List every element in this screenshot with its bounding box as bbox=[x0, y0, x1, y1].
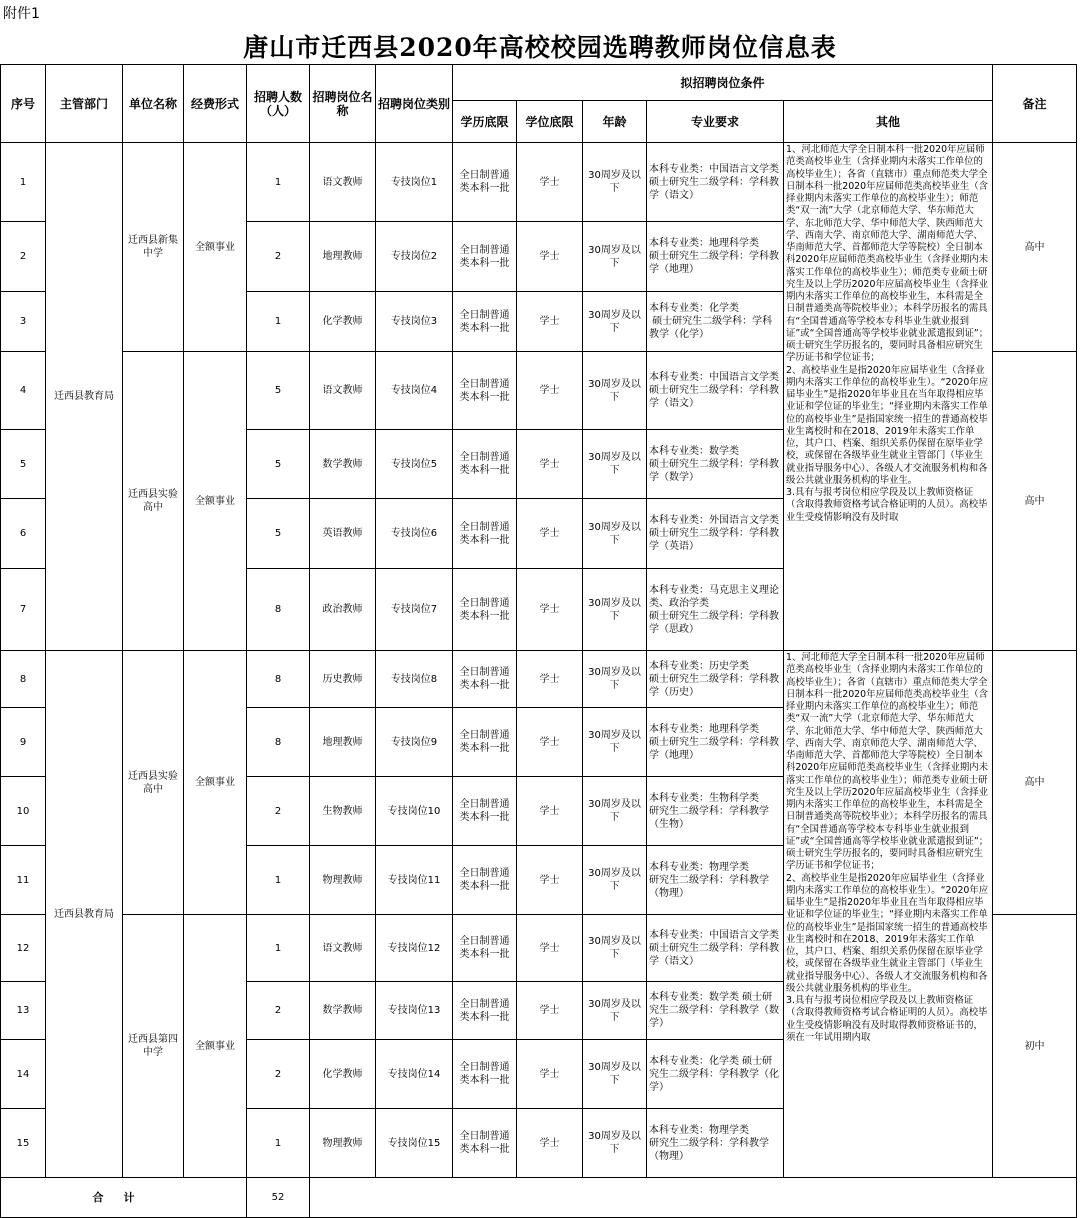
cell-education: 全日制普通类本科一批 bbox=[453, 499, 517, 569]
cell-age: 30周岁及以下 bbox=[583, 352, 647, 430]
cell-seq: 1 bbox=[1, 143, 46, 222]
cell-remark: 高中 bbox=[993, 143, 1077, 352]
cell-post-type: 专技岗位9 bbox=[376, 708, 453, 777]
cell-degree: 学士 bbox=[517, 982, 583, 1040]
cell-funding: 全额事业 bbox=[184, 915, 247, 1178]
cell-major: 本科专业类：中国语言文学类 硕士研究生二级学科：学科教学（语文） bbox=[647, 143, 784, 222]
cell-seq: 11 bbox=[1, 846, 46, 915]
cell-unit: 迁西县新集中学 bbox=[123, 143, 184, 352]
total-row bbox=[1, 1178, 1077, 1218]
cell-seq: 2 bbox=[1, 222, 46, 292]
cell-age: 30周岁及以下 bbox=[583, 1109, 647, 1178]
cell-major: 本科专业类：化学类 硕士研究生二级学科：学科教学（化学） bbox=[647, 292, 784, 352]
cell-dept: 迁西县教育局 bbox=[46, 143, 123, 651]
cell-education: 全日制普通类本科一批 bbox=[453, 651, 517, 708]
cell-education: 全日制普通类本科一批 bbox=[453, 982, 517, 1040]
cell-seq: 6 bbox=[1, 499, 46, 569]
cell-post-name: 物理教师 bbox=[310, 1109, 376, 1178]
cell-post-type: 专技岗位6 bbox=[376, 499, 453, 569]
header-post-name: 招聘岗位名称 bbox=[310, 65, 376, 143]
cell-degree: 学士 bbox=[517, 430, 583, 499]
cell-post-type: 专技岗位12 bbox=[376, 915, 453, 982]
cell-age: 30周岁及以下 bbox=[583, 143, 647, 222]
cell-post-type: 专技岗位4 bbox=[376, 352, 453, 430]
cell-education: 全日制普通类本科一批 bbox=[453, 1109, 517, 1178]
cell-post-type: 专技岗位8 bbox=[376, 651, 453, 708]
header-unit: 单位名称 bbox=[123, 65, 184, 143]
header-dept: 主管部门 bbox=[46, 65, 123, 143]
cell-post-type: 专技岗位11 bbox=[376, 846, 453, 915]
cell-degree: 学士 bbox=[517, 651, 583, 708]
cell-major: 本科专业类：地理科学类 硕士研究生二级学科：学科教学（地理） bbox=[647, 708, 784, 777]
cell-age: 30周岁及以下 bbox=[583, 499, 647, 569]
cell-post-type: 专技岗位2 bbox=[376, 222, 453, 292]
cell-remark: 高中 bbox=[993, 651, 1077, 915]
cell-count: 2 bbox=[247, 222, 310, 292]
cell-age: 30周岁及以下 bbox=[583, 569, 647, 651]
cell-degree: 学士 bbox=[517, 499, 583, 569]
cell-degree: 学士 bbox=[517, 143, 583, 222]
cell-count: 8 bbox=[247, 651, 310, 708]
cell-seq: 3 bbox=[1, 292, 46, 352]
header-major: 专业要求 bbox=[647, 101, 784, 143]
cell-degree: 学士 bbox=[517, 569, 583, 651]
cell-age: 30周岁及以下 bbox=[583, 222, 647, 292]
cell-education: 全日制普通类本科一批 bbox=[453, 352, 517, 430]
cell-major: 本科专业类：中国语言文学类 硕士研究生二级学科：学科教学（语文） bbox=[647, 915, 784, 982]
cell-education: 全日制普通类本科一批 bbox=[453, 846, 517, 915]
cell-age: 30周岁及以下 bbox=[583, 777, 647, 846]
cell-age: 30周岁及以下 bbox=[583, 846, 647, 915]
cell-post-name: 物理教师 bbox=[310, 846, 376, 915]
cell-seq: 8 bbox=[1, 651, 46, 708]
cell-count: 8 bbox=[247, 569, 310, 651]
header-other: 其他 bbox=[784, 101, 993, 143]
cell-age: 30周岁及以下 bbox=[583, 915, 647, 982]
header-degree: 学位底限 bbox=[517, 101, 583, 143]
cell-education: 全日制普通类本科一批 bbox=[453, 222, 517, 292]
cell-education: 全日制普通类本科一批 bbox=[453, 569, 517, 651]
cell-count: 5 bbox=[247, 352, 310, 430]
cell-post-type: 专技岗位13 bbox=[376, 982, 453, 1040]
cell-post-name: 语文教师 bbox=[310, 915, 376, 982]
total-label: 合计 bbox=[1, 1178, 247, 1218]
cell-post-type: 专技岗位1 bbox=[376, 143, 453, 222]
cell-major: 本科专业类：物理学类 研究生二级学科：学科教学（物理） bbox=[647, 1109, 784, 1178]
cell-count: 8 bbox=[247, 708, 310, 777]
cell-education: 全日制普通类本科一批 bbox=[453, 777, 517, 846]
cell-seq: 13 bbox=[1, 982, 46, 1040]
cell-seq: 12 bbox=[1, 915, 46, 982]
cell-post-type: 专技岗位7 bbox=[376, 569, 453, 651]
cell-major: 本科专业类：数学类 硕士研究生二级学科：学科教学（数学） bbox=[647, 982, 784, 1040]
page-title: 唐山市迁西县2020年高校校园选聘教师岗位信息表 bbox=[243, 33, 837, 62]
cell-degree: 学士 bbox=[517, 915, 583, 982]
cell-age: 30周岁及以下 bbox=[583, 651, 647, 708]
cell-unit: 迁西县实验高中 bbox=[123, 352, 184, 651]
cell-count: 2 bbox=[247, 777, 310, 846]
cell-seq: 15 bbox=[1, 1109, 46, 1178]
header-education: 学历底限 bbox=[453, 101, 517, 143]
cell-degree: 学士 bbox=[517, 352, 583, 430]
other-requirements-text: 1、河北师范大学全日制本科一批2020年应届师范类高校毕业生（含择业期内未落实工作单位的高校毕业生）；各省（直辖市）重点师范类大学全日制本科一批2020年应届师范类高校毕业生（含择业期内未落实工作单位的高校毕业生）；师范类“双一流”大学（北京师范大学、华东师范大学、东北师范大学、华中师范大学、陕西师范大学、西南大学、南京师范大学、湖南师范大学、华南师范大学、首都师范大学等院校）全日制本科2020年应届师范类高校毕业生（含择业期内未落实工作单位的高校毕业生）；师范类专业硕士研究生及以上学历2020年应届高校毕业生（含择业期内未落实工作单位的高校毕业生，本科需是全日制普通类高等院校毕业）；本科学历报名的需具有“全国普通高等学校本专科毕业生就业报到证”或“全国普通高等学校毕业就业派遣报到证”；硕士研究生学历报名的，要同时具备相应研究生学历证书和学位证书； 2、高校毕业生是指2020年应届毕业生（含择业期内未落实工作单位的高校毕业生）。“2020年应届毕业生”是指2020年毕业且在当年取得相应毕业证和学位证的毕业生；“择业期内未落实工作单位的高校毕业生”是指国家统一招生的普通高校毕业生离校时和在2018、2019年未落实工作单位，其户口、档案、组织关系仍保留在原毕业学校，或保留在各级毕业生就业主管部门（毕业生就业指导服务中心）、各级人才交流服务机构和各级公共就业服务机构的毕业生。 3.具有与报考岗位相应学段及以上教师资格证（含取得教师资格考试合格证明的人员）。高校毕业生受疫情影响没有及时取 bbox=[786, 144, 989, 523]
cell-post-type: 专技岗位15 bbox=[376, 1109, 453, 1178]
cell-count: 1 bbox=[247, 292, 310, 352]
cell-post-type: 专技岗位14 bbox=[376, 1040, 453, 1109]
cell-major: 本科专业类：外国语言文学类 硕士研究生二级学科：学科教学（英语） bbox=[647, 499, 784, 569]
cell-seq: 7 bbox=[1, 569, 46, 651]
cell-other bbox=[784, 651, 993, 1178]
cell-education: 全日制普通类本科一批 bbox=[453, 708, 517, 777]
cell-dept: 迁西县教育局 bbox=[46, 651, 123, 1178]
total-value: 52 bbox=[247, 1178, 310, 1218]
recruitment-table bbox=[0, 64, 1077, 1218]
table-row bbox=[1, 651, 1077, 708]
cell-post-type: 专技岗位10 bbox=[376, 777, 453, 846]
cell-count: 1 bbox=[247, 915, 310, 982]
cell-seq: 9 bbox=[1, 708, 46, 777]
cell-major: 本科专业类：地理科学类 硕士研究生二级学科：学科教学（地理） bbox=[647, 222, 784, 292]
cell-post-name: 生物教师 bbox=[310, 777, 376, 846]
cell-post-name: 语文教师 bbox=[310, 352, 376, 430]
cell-count: 5 bbox=[247, 499, 310, 569]
cell-age: 30周岁及以下 bbox=[583, 292, 647, 352]
cell-post-name: 化学教师 bbox=[310, 1040, 376, 1109]
cell-degree: 学士 bbox=[517, 292, 583, 352]
cell-post-name: 数学教师 bbox=[310, 982, 376, 1040]
cell-major: 本科专业类：中国语言文学类 硕士研究生二级学科：学科教学（语文） bbox=[647, 352, 784, 430]
cell-major: 本科专业类：化学类 硕士研究生二级学科：学科教学（化学） bbox=[647, 1040, 784, 1109]
cell-education: 全日制普通类本科一批 bbox=[453, 430, 517, 499]
cell-post-type: 专技岗位5 bbox=[376, 430, 453, 499]
attachment-label: 附件1 bbox=[3, 6, 40, 22]
cell-degree: 学士 bbox=[517, 777, 583, 846]
cell-remark: 高中 bbox=[993, 352, 1077, 651]
header-age: 年龄 bbox=[583, 101, 647, 143]
cell-count: 5 bbox=[247, 430, 310, 499]
cell-major: 本科专业类：生物科学类 研究生二级学科：学科教学（生物） bbox=[647, 777, 784, 846]
cell-post-name: 地理教师 bbox=[310, 222, 376, 292]
header-count: 招聘人数（人） bbox=[247, 65, 310, 143]
cell-education: 全日制普通类本科一批 bbox=[453, 915, 517, 982]
cell-seq: 5 bbox=[1, 430, 46, 499]
cell-age: 30周岁及以下 bbox=[583, 1040, 647, 1109]
header-remark: 备注 bbox=[993, 65, 1077, 143]
cell-other bbox=[784, 143, 993, 651]
cell-post-name: 数学教师 bbox=[310, 430, 376, 499]
header-funding: 经费形式 bbox=[184, 65, 247, 143]
header-post-type: 招聘岗位类别 bbox=[376, 65, 453, 143]
cell-count: 1 bbox=[247, 143, 310, 222]
header-seq: 序号 bbox=[1, 65, 46, 143]
cell-post-type: 专技岗位3 bbox=[376, 292, 453, 352]
cell-education: 全日制普通类本科一批 bbox=[453, 292, 517, 352]
other-requirements-text: 1、河北师范大学全日制本科一批2020年应届师范类高校毕业生（含择业期内未落实工作单位的高校毕业生）；各省（直辖市）重点师范类大学全日制本科一批2020年应届师范类高校毕业生（含择业期内未落实工作单位的高校毕业生）；师范类“双一流”大学（北京师范大学、华东师范大学、东北师范大学、华中师范大学、陕西师范大学、西南大学、南京师范大学、湖南师范大学、华南师范大学、首都师范大学等院校）全日制本科2020年应届师范类高校毕业生（含择业期内未落实工作单位的高校毕业生）；师范类专业硕士研究生及以上学历2020年应届高校毕业生（含择业期内未落实工作单位的高校毕业生，本科需是全日制普通类高等院校毕业）；本科学历报名的需具有“全国普通高等学校本专科毕业生就业报到证”或“全国普通高等学校毕业就业派遣报到证”；硕士研究生学历报名的，要同时具备相应研究生学历证书和学位证书； 2、高校毕业生是指2020年应届毕业生（含择业期内未落实工作单位的高校毕业生）。“2020年应届毕业生”是指2020年毕业且在当年取得相应毕业证和学位证的毕业生；“择业期内未落实工作单位的高校毕业生”是指国家统一招生的普通高校毕业生离校时和在2018、2019年未落实工作单位，其户口、档案、组织关系仍保留在原毕业学校，或保留在各级毕业生就业主管部门（毕业生就业指导服务中心）、各级人才交流服务机构和各级公共就业服务机构的毕业生。 3.具有与报考岗位相应学段及以上教师资格证（含取得教师资格考试合格证明的人员）。高校毕业生受疫情影响没有及时取得教师资格证书的，须在一年试用期内取 bbox=[786, 652, 989, 1043]
cell-funding: 全额事业 bbox=[184, 651, 247, 915]
total-empty bbox=[310, 1178, 1077, 1218]
cell-count: 2 bbox=[247, 982, 310, 1040]
cell-degree: 学士 bbox=[517, 1109, 583, 1178]
cell-age: 30周岁及以下 bbox=[583, 982, 647, 1040]
cell-degree: 学士 bbox=[517, 846, 583, 915]
cell-count: 1 bbox=[247, 846, 310, 915]
cell-remark: 初中 bbox=[993, 915, 1077, 1178]
cell-degree: 学士 bbox=[517, 1040, 583, 1109]
cell-unit: 迁西县第四中学 bbox=[123, 915, 184, 1178]
cell-post-name: 化学教师 bbox=[310, 292, 376, 352]
cell-seq: 10 bbox=[1, 777, 46, 846]
header-conditions: 拟招聘岗位条件 bbox=[453, 65, 993, 101]
cell-post-name: 政治教师 bbox=[310, 569, 376, 651]
cell-degree: 学士 bbox=[517, 222, 583, 292]
cell-seq: 14 bbox=[1, 1040, 46, 1109]
cell-age: 30周岁及以下 bbox=[583, 430, 647, 499]
cell-post-name: 地理教师 bbox=[310, 708, 376, 777]
cell-degree: 学士 bbox=[517, 708, 583, 777]
cell-major: 本科专业类：历史学类 硕士研究生二级学科：学科教学（历史） bbox=[647, 651, 784, 708]
cell-major: 本科专业类：数学类 硕士研究生二级学科：学科教学（数学） bbox=[647, 430, 784, 499]
table-row bbox=[1, 143, 1077, 222]
cell-post-name: 语文教师 bbox=[310, 143, 376, 222]
cell-education: 全日制普通类本科一批 bbox=[453, 1040, 517, 1109]
cell-funding: 全额事业 bbox=[184, 143, 247, 352]
cell-education: 全日制普通类本科一批 bbox=[453, 143, 517, 222]
cell-funding: 全额事业 bbox=[184, 352, 247, 651]
cell-age: 30周岁及以下 bbox=[583, 708, 647, 777]
cell-post-name: 英语教师 bbox=[310, 499, 376, 569]
cell-seq: 4 bbox=[1, 352, 46, 430]
cell-post-name: 历史教师 bbox=[310, 651, 376, 708]
cell-count: 1 bbox=[247, 1109, 310, 1178]
cell-unit: 迁西县实验高中 bbox=[123, 651, 184, 915]
cell-count: 2 bbox=[247, 1040, 310, 1109]
cell-major: 本科专业类：马克思主义理论类、政治学类 硕士研究生二级学科：学科教学（思政） bbox=[647, 569, 784, 651]
cell-major: 本科专业类：物理学类 研究生二级学科：学科教学（物理） bbox=[647, 846, 784, 915]
